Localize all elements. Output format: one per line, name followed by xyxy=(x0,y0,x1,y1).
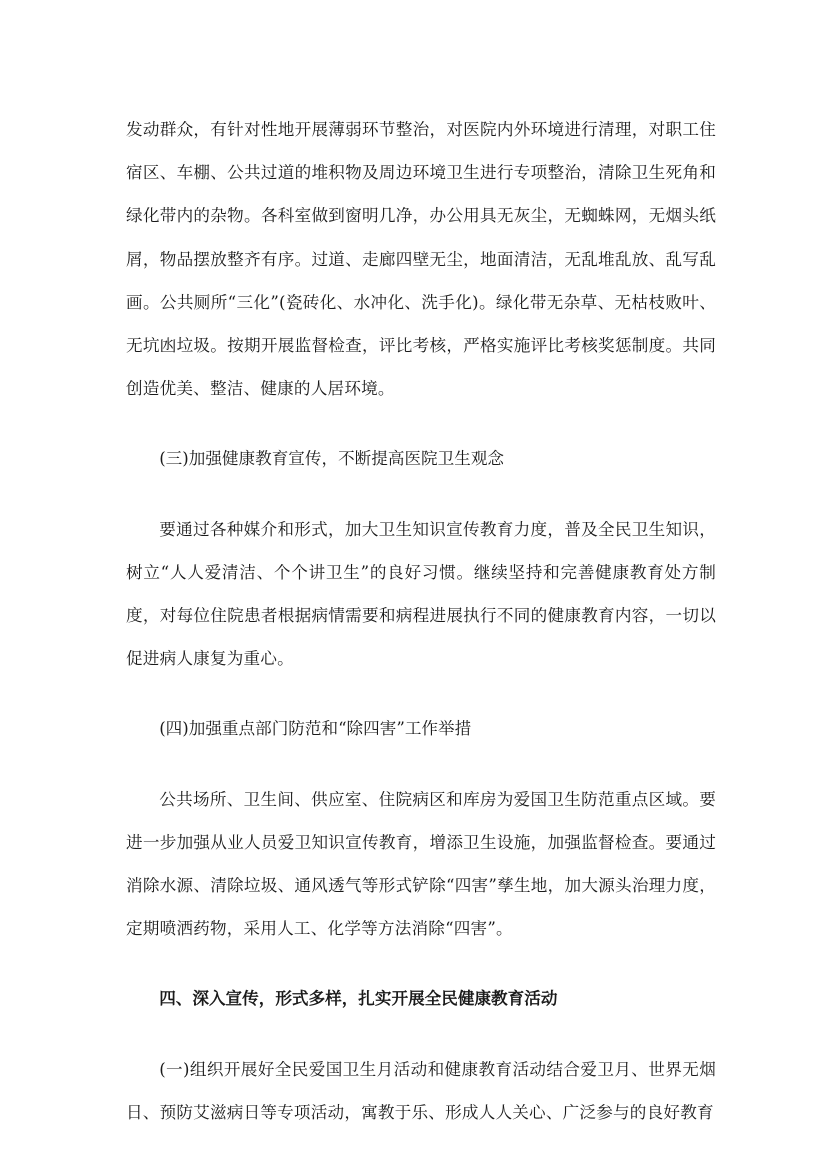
document-body xyxy=(126,108,716,1134)
paragraph-key-departments: 公共场所、卫生间、供应室、住院病区和库房为爱国卫生防范重点区域。要进一步加强从业人员爱卫知识宣传教育，增添卫生设施，加强监督检查。要通过消除水源、清除垃圾、通风透气等形式铲除“四害”孳生地，加大源头治理力度，定期喷洒药物，采用人工、化学等方法消除“四害”。 xyxy=(126,789,716,939)
paragraph-activities: (一)组织开展好全民爱国卫生月活动和健康教育活动结合爱卫月、世界无烟日、预防艾滋病日等专项活动，寓教于乐、形成人人关心、广泛参与的良好教育 xyxy=(126,1059,716,1122)
paragraph-environment-cleanup: 发动群众，有针对性地开展薄弱环节整治，对医院内外环境进行清理，对职工住宿区、车棚、公共过道的堆积物及周边环境卫生进行专项整治，清除卫生死角和绿化带内的杂物。各科室做到窗明几净，办公用具无灰尘，无蜘蛛网，无烟头纸屑，物品摆放整齐有序。过道、走廊四壁无尘，地面清洁，无乱堆乱放、乱写乱画。公共厕所“三化”(瓷砖化、水冲化、洗手化)。绿化带无杂草、无枯枝败叶、无坑凼垃圾。按期开展监督检查，评比考核，严格实施评比考核奖惩制度。共同创造优美、整洁、健康的人居环境。 xyxy=(126,120,716,399)
paragraph-health-education: 要通过各种媒介和形式，加大卫生知识宣传教育力度，普及全民卫生知识，树立“人人爱清洁、个个讲卫生”的良好习惯。继续坚持和完善健康教育处方制度，对每位住院患者根据病情需要和病程进展执行不同的健康教育内容，一切以促进病人康复为重心。 xyxy=(126,519,716,669)
section-heading-four: 四、深入宣传，形式多样，扎实开展全民健康教育活动 xyxy=(159,988,558,1009)
subheading-health-education: (三)加强健康教育宣传，不断提高医院卫生观念 xyxy=(159,449,505,469)
subheading-key-departments: (四)加强重点部门防范和“除四害”工作举措 xyxy=(159,719,472,739)
